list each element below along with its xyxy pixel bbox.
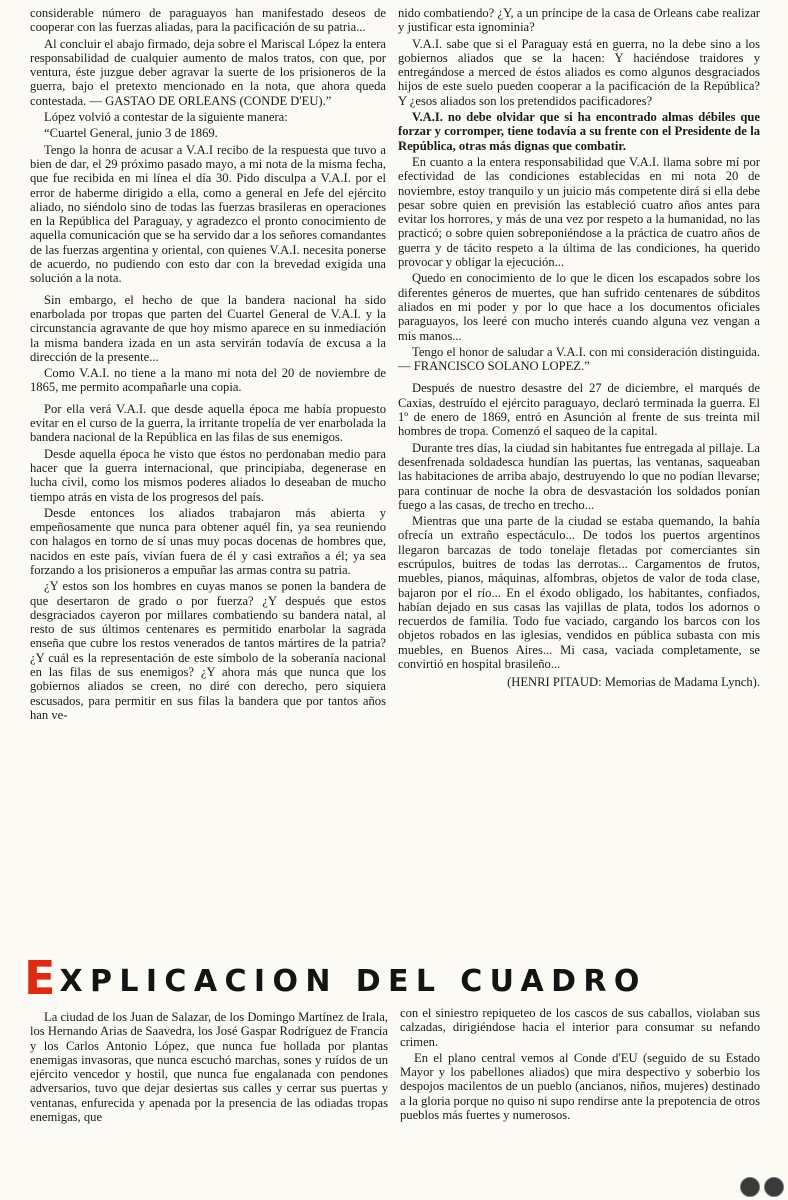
explanation-column-left bbox=[30, 1010, 388, 1126]
paragraph: Como V.A.I. no tiene a la mano mi nota del 20 de noviembre de 1865, me permito acompañarle una copia. bbox=[30, 366, 386, 395]
article-column-left bbox=[30, 6, 386, 724]
paragraph: Desde entonces los aliados trabajaron más abierta y empeñosamente que nunca para obtener aquél fin, ya sea reuniendo con halagos en torno de sí unas muy pocas docenas de hombres que, nacidos en este país, vivían fuera de él y casi extraños a él; ya sea forzando a los prisioneros a empuñar las armas contra su patria. bbox=[30, 505, 386, 577]
paragraph: Tengo la honra de acusar a V.A.I recibo de la respuesta que tuvo a bien de dar, el 29 próximo pasado mayo, a mi nota de la misma fecha, que fue recibida en mi línea el día 30. Pido disculpa a V.A.I. por el error de haberme dirigido a ella, como a general en Jefe del ejército aliado, no siéndolo sino de todas las fuerzas brasileras en operaciones en la República del Paraguay, y agradezco el pronto conocimiento de aquella comunicación que se ha servido dar a los señores comandantes de las fuerzas argentina y oriental, con quienes V.A.I. necesita ponerse de acuerdo, no pudiendo con esto dar con la brevedad exigida una solución a la nota. bbox=[30, 142, 386, 286]
heading-initial: E bbox=[24, 951, 58, 1005]
paragraph: ¿Y estos son los hombres en cuyas manos se ponen la bandera de que desertaron de grado o por fuerza? ¿Y después que estos desgraciados cayeron por millares combatiendo su bandera natal, al resto de sus últimos centenares es permitido enarbolar la sagrada enseña que cubre los restos venerados de tantos mártires de la patria? ¿Y cuál es la representación de este símbolo de la soberanía nacional en las filas de sus enemigos? ¿Y ahora más que nunca que los gobiernos aliados se creen, no diré con derecho, pero siquiera escusados, para permitir en sus filas la bandera que por tantos años han ve- bbox=[30, 579, 386, 722]
paragraph: Al concluir el abajo firmado, deja sobre el Mariscal López la entera responsabilidad de cualquier aumento de malos tratos, con que, por ventura, éste juzgue deber agravar la suerte de los prisioneros de la guerra, bajo el pretexto mencionado en la nota, que ahora queda contestada. — GASTAO DE ORLEANS (CONDE D'EU).” bbox=[30, 36, 386, 108]
paragraph: Quedo en conocimiento de lo que le dicen los escapados sobre los diferentes géneros de muertes, que han sufrido centenares de súbditos aliados en mi poder y por lo que hace a los documentos oficiales paraguayos, los leeré con mucho interés cuando alguna vez vengan a mis manos... bbox=[398, 271, 760, 343]
paragraph: Después de nuestro desastre del 27 de diciembre, el marqués de Caxias, destruído el ejército paraguayo, declaró terminada la guerra. El 1º de enero de 1869, entró en Asunción al frente de sus treinta mil hombres de tropa. Comenzó el saqueo de la capital. bbox=[398, 381, 760, 439]
badge-dot-icon bbox=[764, 1177, 784, 1197]
paragraph: En cuanto a la entera responsabilidad que V.A.I. llama sobre mí por efectividad de las condiciones establecidas en mi nota 20 de noviembre, estoy tranquilo y un juicio más competente dirá si ella debe pesar sobre quien en previsión las estableció cuatro años antes para evitar los horrores, y más de una vez por respeto a la humanidad, no las practicó; o sobre quien sobreponiéndose a la práctica de cuatro años de guerra y de tácito respeto a la última de las condiciones, ha querido provocar y obligar la ejecución... bbox=[398, 154, 760, 270]
paragraph: Durante tres días, la ciudad sin habitantes fue entregada al pillaje. La desenfrenada soldadesca hundían las puertas, las ventanas, saqueaban las habitaciones de arriba abajo, destruyendo lo que no podían llevarse; para continuar de noche la obra de desvastación los soldados ponían fuego a las casas, de trecho en trecho... bbox=[398, 440, 760, 512]
explanation-column-right bbox=[400, 1006, 760, 1124]
corner-badge bbox=[740, 1177, 786, 1197]
paragraph: nido combatiendo? ¿Y, a un príncipe de la casa de Orleans cabe realizar y justificar esta ignominia? bbox=[398, 6, 760, 35]
paragraph: Desde aquella época he visto que éstos no perdonaban medio para hacer que la guerra internacional, que principiaba, degenerase en lucha civil, como los mismos poderes aliados lo deseaban de mucho tiempo atrás en vista de los progresos del país. bbox=[30, 446, 386, 504]
paragraph: En el plano central vemos al Conde d'EU (seguido de su Estado Mayor y los pabellones aliados) que mira despectivo y soberbio los despojos macilentos de un pueblo (ancianos, niños, mujeres) destinado a la gloria porque no quiso ni supo rendirse ante la prepotencia de otros pueblos más fuertes y numerosos. bbox=[400, 1050, 760, 1123]
paragraph: considerable número de paraguayos han manifestado deseos de cooperar con las fuerzas aliadas, para la pacificación de su patria... bbox=[30, 6, 386, 35]
paragraph: Sin embargo, el hecho de que la bandera nacional ha sido enarbolada por tropas que parten del Cuartel General de V.A.I. y la circunstancia agravante de que hoy mismo aparece en su inmediación la misma bandera izada en un asta servirán todavía de excusa a la dirección de la presente... bbox=[30, 292, 386, 364]
paragraph: V.A.I. no debe olvidar que si ha encontrado almas débiles que forzar y corromper, tiene todavía a su frente con el Presidente de la República, otras más dignas que combatir. bbox=[398, 110, 760, 153]
article-column-right bbox=[398, 6, 760, 692]
paragraph: con el siniestro repiqueteo de los cascos de sus caballos, violaban sus calzadas, dirigiéndose hacia el interior para consumar su nefando crimen. bbox=[400, 1006, 760, 1049]
paragraph: La ciudad de los Juan de Salazar, de los Domingo Martínez de Irala, los Hernando Arias de Saavedra, los José Gaspar Rodríguez de Francia y los Carlos Antonio López, que nunca fue hollada por plantas enemigas invasoras, que nunca escuchó marchas, sones y ruídos de un ejército vencedor y hostil, que nunca fue engalanada con pendones adversarios, tuvo que dejar desiertas sus calles y cerrar sus puertas y ventanas, enfurecida y apenada por la presencia de las odiadas tropas enemigas, que bbox=[30, 1010, 388, 1125]
paragraph: (HENRI PITAUD: Memorias de Madama Lynch). bbox=[507, 675, 760, 690]
section-heading bbox=[24, 951, 764, 1005]
heading-text: XPLICACION DEL CUADRO bbox=[59, 964, 647, 999]
paragraph: Mientras que una parte de la ciudad se estaba quemando, la bahía ofrecía un extraño espectáculo... De todos los puertos argentinos llegaron barcazas de todo tonelaje fletadas por comerciantes sin escrúpulos, buitres de todas las derrotas... Cargamentos de frutos, muebles, pianos, máquinas, alfombras, objetos de valor de toda clase, bajaron por el río... En el éxodo obligado, los habitantes, confiados, habían dejado en sus casas las vajillas de plata, todos los adornos o recuerdos de familia. Todo fue vaciado, cargando los barcos con los objetos robados en las iglesias, vendidos en pública subasta con mis muebles, en Buenos Aires... Mi casa, vaciada completamente, se convirtió en hospital brasileño... bbox=[398, 514, 760, 672]
paragraph: Por ella verá V.A.I. que desde aquella época me había propuesto evitar en el curso de la guerra, la irritante tropelía de ver enarbolada la bandera nacional de la República en las filas de sus enemigos. bbox=[30, 401, 386, 445]
paragraph: López volvió a contestar de la siguiente manera: bbox=[44, 110, 288, 125]
paragraph: Tengo el honor de saludar a V.A.I. con mi consideración distinguida. — FRANCISCO SOLANO LOPEZ.” bbox=[398, 344, 760, 374]
paragraph: V.A.I. sabe que si el Paraguay está en guerra, no la debe sino a los gobiernos aliados que se la hacen: Y haciéndose traidores y entregándose a merced de éstos aliados es como algunos desgraciados hijos de este suelo pueden cooperar a la pacificación de la República? Y ¿esos aliados son los pretendidos pacificadores? bbox=[398, 36, 760, 108]
paragraph: “Cuartel General, junio 3 de 1869. bbox=[44, 126, 218, 141]
badge-dot-icon bbox=[740, 1177, 760, 1197]
